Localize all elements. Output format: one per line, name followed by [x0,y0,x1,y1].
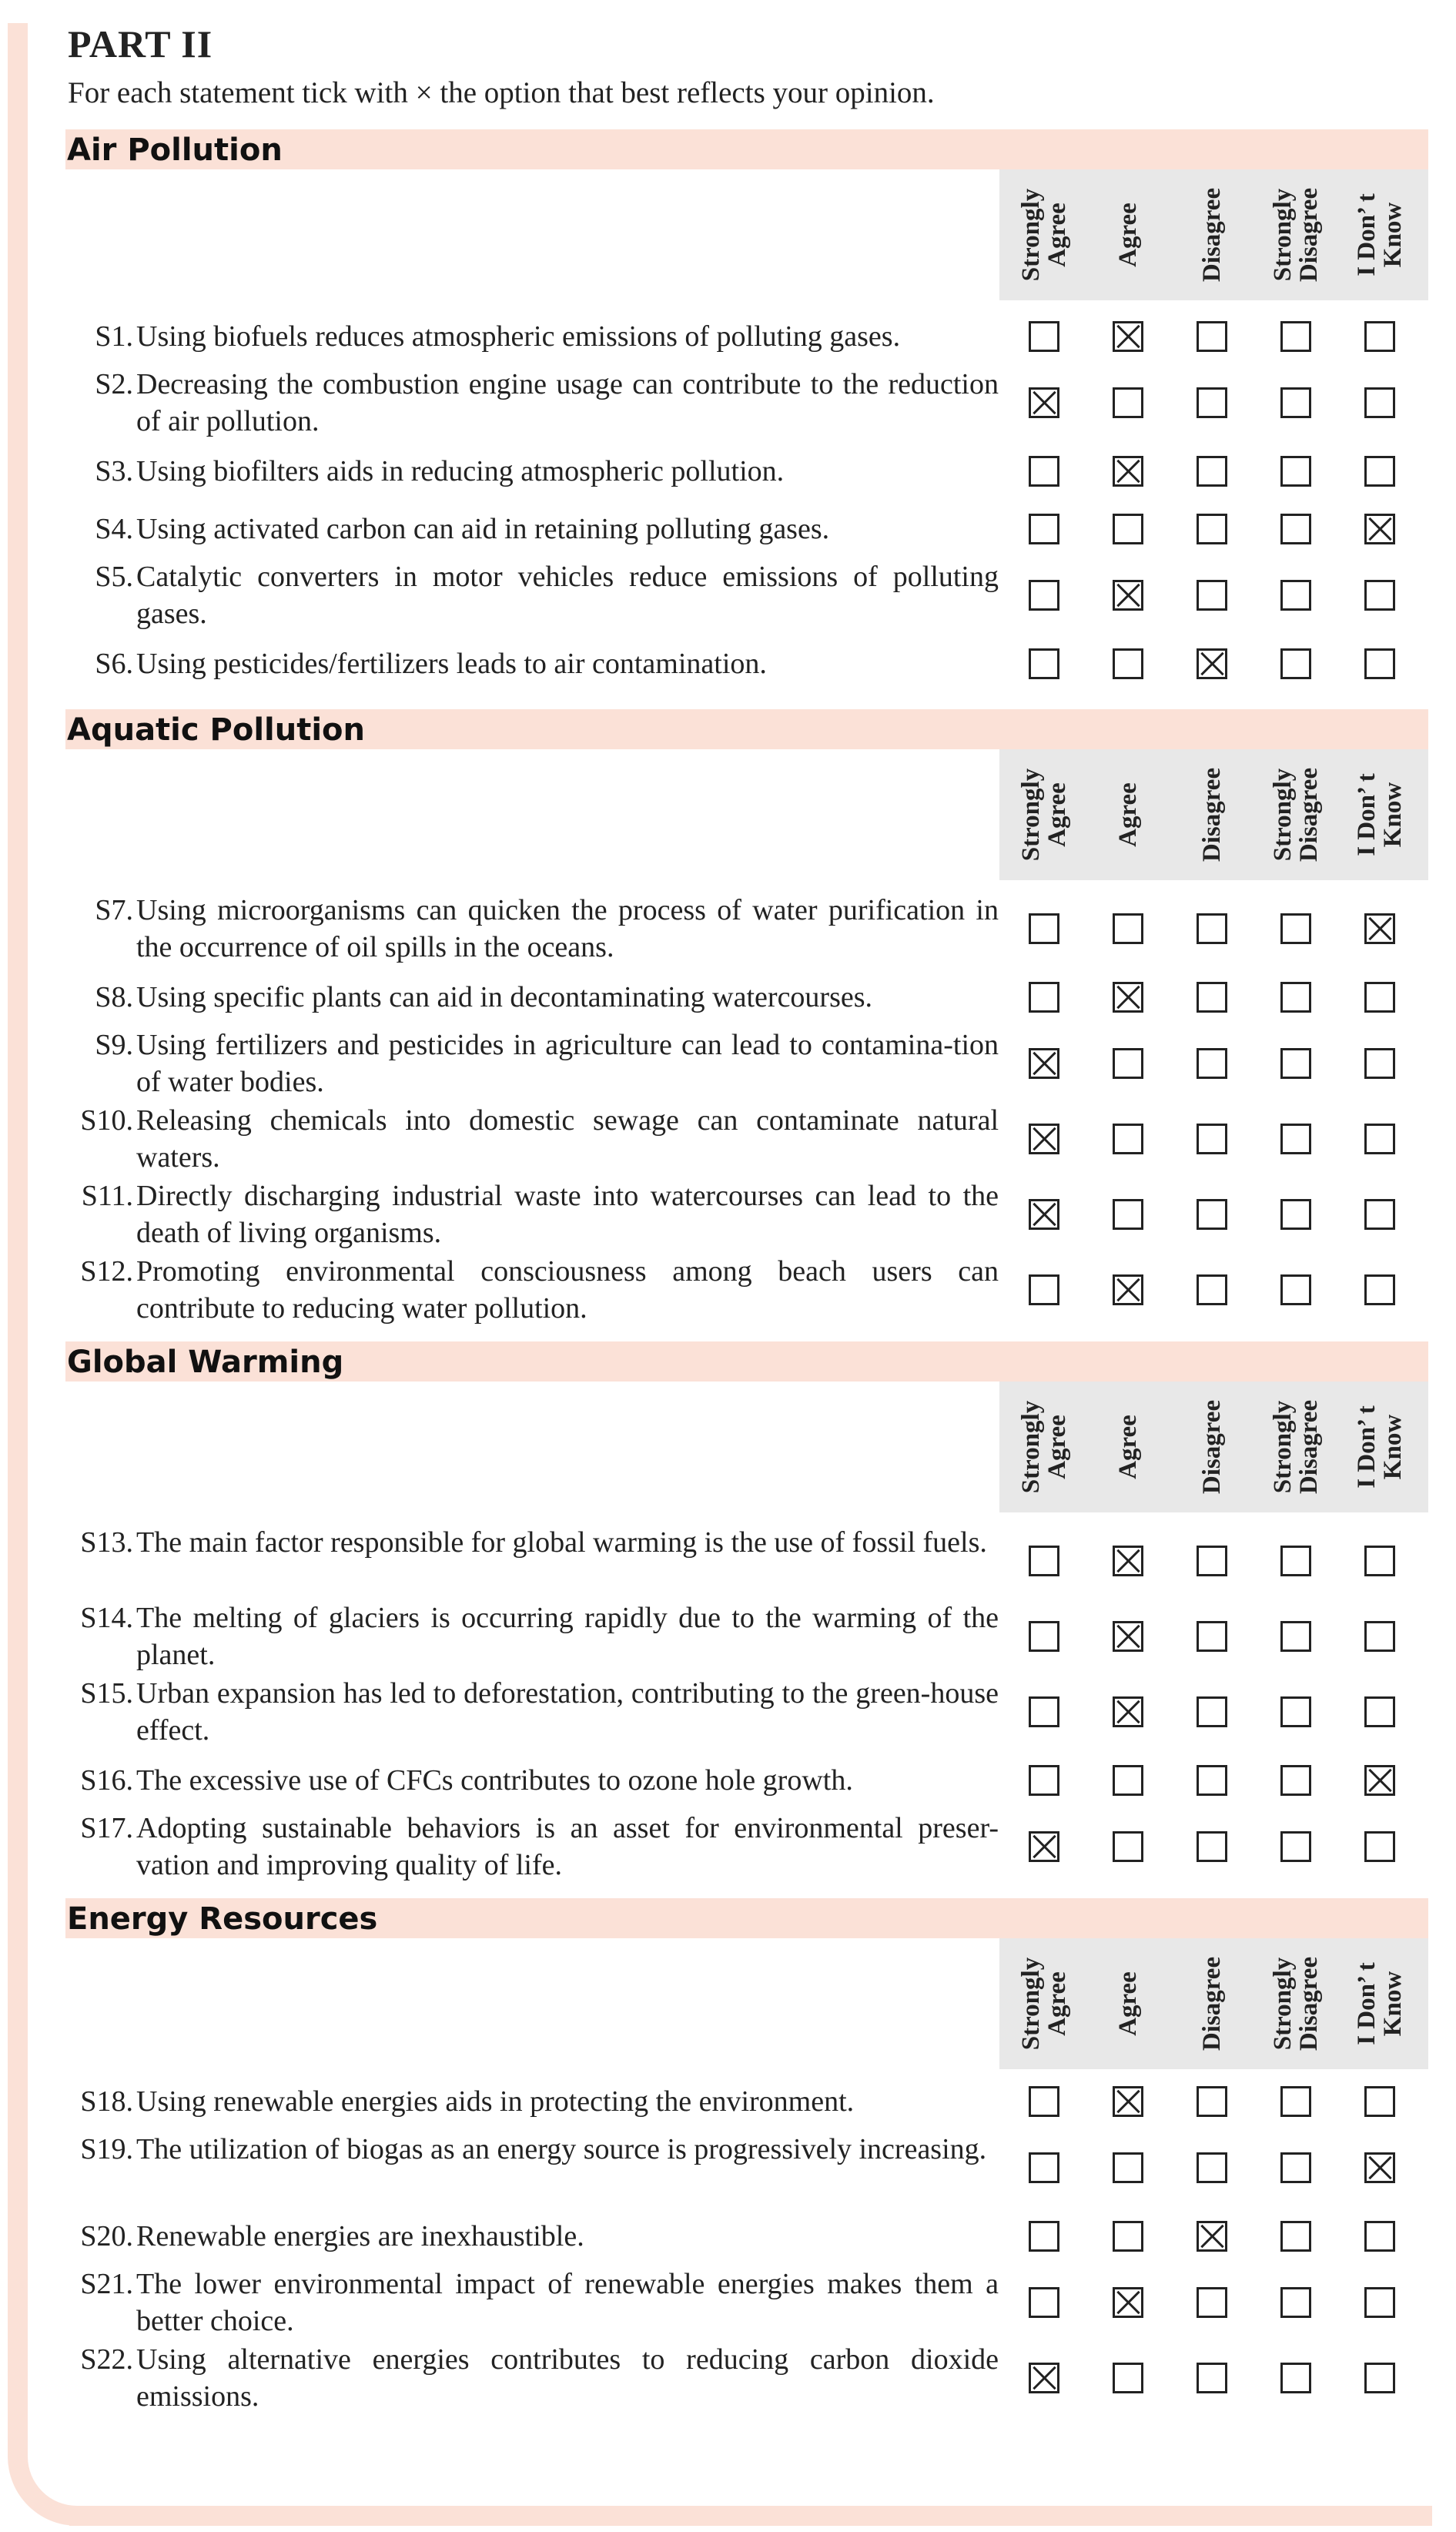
answer-checkbox[interactable] [1029,1765,1059,1796]
column-header-band [999,1382,1428,1512]
column-header [1009,1382,1079,1512]
answer-checkbox[interactable] [1113,387,1143,418]
answer-checkbox[interactable] [1113,648,1143,679]
answer-checkbox[interactable] [1113,1048,1143,1079]
statement-id: S1. [95,320,133,353]
column-header-label: Agree [1114,1415,1142,1479]
answer-checkbox[interactable] [1029,982,1059,1013]
answer-checkbox[interactable] [1197,2287,1227,2318]
statement-row [65,1762,1001,1799]
column-header-label: I Don’ t Know [1353,1962,1407,2045]
answer-checkbox[interactable] [1364,2152,1395,2183]
statement-id: S2. [95,368,133,400]
column-header [1261,749,1330,880]
column-header-label: Strongly Disagree [1269,1399,1323,1495]
column-header-band [999,1938,1428,2069]
column-header [1261,1382,1330,1512]
answer-checkbox[interactable] [1197,456,1227,487]
column-header-label: Strongly Agree [1017,188,1071,282]
answer-checkbox[interactable] [1280,982,1311,1013]
answer-checkbox[interactable] [1113,1831,1143,1862]
answer-checkbox[interactable] [1197,1765,1227,1796]
statement-id: S5. [95,561,133,593]
statement-id: S14. [80,1602,133,1634]
answer-checkbox[interactable] [1113,1621,1143,1652]
answer-checkbox[interactable] [1113,2152,1143,2183]
column-header-label: Agree [1114,782,1142,847]
statement-row [65,892,1001,966]
statement-row [65,2218,1001,2255]
statement-id: S16. [80,1764,133,1797]
answer-checkbox[interactable] [1364,2086,1395,2117]
answer-checkbox[interactable] [1197,1274,1227,1305]
answer-checkbox[interactable] [1197,387,1227,418]
answer-checkbox[interactable] [1280,648,1311,679]
answer-checkbox[interactable] [1364,321,1395,352]
statement-text: Using alternative energies contributes to reducing carbon dioxide emissions. [136,2343,999,2413]
answer-checkbox[interactable] [1364,982,1395,1013]
column-header-label: I Don’ t Know [1353,193,1407,276]
answer-checkbox[interactable] [1029,2287,1059,2318]
answer-checkbox[interactable] [1029,1124,1059,1154]
column-header [1345,169,1414,300]
statement-row [65,318,1001,355]
answer-checkbox[interactable] [1364,1048,1395,1079]
statement-row [65,558,1001,632]
answer-checkbox[interactable] [1029,2221,1059,2252]
answer-checkbox[interactable] [1364,1274,1395,1305]
answer-checkbox[interactable] [1280,2221,1311,2252]
statement-text: The lower environmental impact of renewable energies makes them a better choice. [136,2268,999,2337]
answer-checkbox[interactable] [1113,2363,1143,2393]
answer-checkbox[interactable] [1029,2363,1059,2393]
column-header [1345,749,1414,880]
statement-text: Using biofuels reduces atmospheric emissions of polluting gases. [136,320,901,353]
section-header [65,1341,1428,1382]
statement-row [65,1524,1001,1598]
answer-checkbox[interactable] [1280,456,1311,487]
statement-id: S22. [80,2343,133,2376]
answer-checkbox[interactable] [1280,1199,1311,1230]
answer-checkbox[interactable] [1364,1765,1395,1796]
page-title: PART II [68,22,213,65]
answer-checkbox[interactable] [1113,580,1143,611]
statement-row [65,2131,1001,2205]
answer-checkbox[interactable] [1197,2363,1227,2393]
column-header [1345,1382,1414,1512]
statement-text: Renewable energies are inexhaustible. [136,2220,584,2252]
statement-id: S7. [95,894,133,926]
column-header-label: Strongly Agree [1017,768,1071,862]
statement-row [65,1027,1001,1100]
answer-checkbox[interactable] [1029,1696,1059,1727]
answer-checkbox[interactable] [1364,1621,1395,1652]
column-header [1009,749,1079,880]
column-header-label: Disagree [1198,767,1226,862]
answer-checkbox[interactable] [1113,1199,1143,1230]
statement-id: S6. [95,648,133,680]
answer-checkbox[interactable] [1364,1831,1395,1862]
section-title: Aquatic Pollution [67,712,366,748]
section-title: Global Warming [67,1345,344,1380]
section-title: Air Pollution [67,132,283,168]
column-header-label: Agree [1114,1971,1142,2036]
column-header-label: Disagree [1198,1399,1226,1495]
answer-checkbox[interactable] [1029,456,1059,487]
answer-checkbox[interactable] [1197,1048,1227,1079]
answer-checkbox[interactable] [1280,913,1311,944]
answer-checkbox[interactable] [1197,1831,1227,1862]
answer-checkbox[interactable] [1280,387,1311,418]
column-header [1177,749,1247,880]
statement-text: Decreasing the combustion engine usage can contribute to the reduction of air pollution. [136,368,999,437]
column-header [1093,169,1163,300]
answer-checkbox[interactable] [1029,913,1059,944]
answer-checkbox[interactable] [1364,1696,1395,1727]
statement-id: S3. [95,455,133,487]
answer-checkbox[interactable] [1364,387,1395,418]
answer-checkbox[interactable] [1280,1831,1311,1862]
statement-row [65,1102,1001,1176]
answer-checkbox[interactable] [1197,913,1227,944]
answer-checkbox[interactable] [1197,1199,1227,1230]
statement-row [65,2083,1001,2120]
answer-checkbox[interactable] [1197,2086,1227,2117]
statement-row [65,453,1001,490]
answer-checkbox[interactable] [1029,514,1059,544]
column-header [1345,1938,1414,2069]
column-header [1093,1938,1163,2069]
answer-checkbox[interactable] [1113,456,1143,487]
answer-checkbox[interactable] [1364,1546,1395,1576]
statement-id: S19. [80,2133,133,2165]
answer-checkbox[interactable] [1113,321,1143,352]
answer-checkbox[interactable] [1029,2086,1059,2117]
statement-text: Releasing chemicals into domestic sewage can contaminate natural waters. [136,1104,999,1174]
answer-checkbox[interactable] [1197,580,1227,611]
column-header-label: Disagree [1198,187,1226,283]
answer-checkbox[interactable] [1280,1124,1311,1154]
answer-checkbox[interactable] [1280,1546,1311,1576]
statement-text: Adopting sustainable behaviors is an asset for environmental preser-vation and improving quality of life. [136,1812,999,1881]
statement-row [65,645,1001,682]
answer-checkbox[interactable] [1280,514,1311,544]
answer-checkbox[interactable] [1029,1546,1059,1576]
answer-checkbox[interactable] [1364,1124,1395,1154]
statement-id: S4. [95,513,133,545]
answer-checkbox[interactable] [1197,2221,1227,2252]
column-header-band [999,749,1428,880]
statement-row [65,511,1001,548]
statement-row [65,1599,1001,1673]
column-header-band [999,169,1428,300]
statement-text: Urban expansion has led to deforestation, contributing to the green-house effect. [136,1677,999,1747]
answer-checkbox[interactable] [1029,1199,1059,1230]
answer-checkbox[interactable] [1113,2221,1143,2252]
column-header [1093,749,1163,880]
answer-checkbox[interactable] [1197,1621,1227,1652]
answer-checkbox[interactable] [1113,913,1143,944]
answer-checkbox[interactable] [1029,2152,1059,2183]
statement-row [65,1810,1001,1884]
section-header [65,709,1428,749]
column-header-label: I Don’ t Know [1353,773,1407,856]
column-header [1261,1938,1330,2069]
answer-checkbox[interactable] [1113,1765,1143,1796]
answer-checkbox[interactable] [1364,1199,1395,1230]
column-header-label: Agree [1114,203,1142,267]
statement-text: Using pesticides/fertilizers leads to air contamination. [136,648,767,680]
statement-text: The melting of glaciers is occurring rapidly due to the warming of the planet. [136,1602,999,1671]
statement-id: S20. [80,2220,133,2252]
answer-checkbox[interactable] [1280,321,1311,352]
answer-checkbox[interactable] [1113,1274,1143,1305]
answer-checkbox[interactable] [1364,2363,1395,2393]
statement-text: Directly discharging industrial waste into watercourses can lead to the death of living organisms. [136,1180,999,1249]
answer-checkbox[interactable] [1029,1831,1059,1862]
column-header-label: Strongly Agree [1017,1400,1071,1494]
answer-checkbox[interactable] [1029,321,1059,352]
column-header-label: I Don’ t Know [1353,1405,1407,1489]
answer-checkbox[interactable] [1197,1696,1227,1727]
answer-checkbox[interactable] [1364,648,1395,679]
statement-text: The excessive use of CFCs contributes to ozone hole growth. [136,1764,853,1797]
answer-checkbox[interactable] [1113,982,1143,1013]
statement-text: Using fertilizers and pesticides in agriculture can lead to contamina-tion of water bodies. [136,1029,999,1098]
column-header-label: Disagree [1198,1956,1226,2051]
answer-checkbox[interactable] [1280,2287,1311,2318]
statement-id: S15. [80,1677,133,1710]
statement-row [65,1675,1001,1749]
statement-text: Using specific plants can aid in decontaminating watercourses. [136,981,873,1013]
answer-checkbox[interactable] [1029,387,1059,418]
answer-checkbox[interactable] [1113,2086,1143,2117]
section-title: Energy Resources [67,1901,378,1937]
statement-id: S13. [80,1526,133,1559]
answer-checkbox[interactable] [1280,1696,1311,1727]
answer-checkbox[interactable] [1113,514,1143,544]
answer-checkbox[interactable] [1364,580,1395,611]
statement-row [65,2341,1001,2415]
statement-id: S17. [80,1812,133,1844]
statement-text: Using microorganisms can quicken the process of water purification in the occurrence of oil spills in the oceans. [136,894,999,963]
instructions: For each statement tick with × the option that best reflects your opinion. [68,76,935,109]
answer-checkbox[interactable] [1113,1546,1143,1576]
answer-checkbox[interactable] [1113,1124,1143,1154]
answer-checkbox[interactable] [1364,2221,1395,2252]
statement-row [65,1253,1001,1327]
column-header-label: Strongly Agree [1017,1957,1071,2051]
answer-checkbox[interactable] [1113,2287,1143,2318]
column-header [1093,1382,1163,1512]
statement-text: Using biofilters aids in reducing atmospheric pollution. [136,455,785,487]
statement-id: S21. [80,2268,133,2300]
statement-id: S18. [80,2085,133,2118]
answer-checkbox[interactable] [1280,2086,1311,2117]
statement-id: S10. [80,1104,133,1137]
section-header [65,129,1428,169]
column-header-label: Strongly Disagree [1269,767,1323,862]
column-header [1177,169,1247,300]
answer-checkbox[interactable] [1364,514,1395,544]
column-header-label: Strongly Disagree [1269,1956,1323,2051]
statement-id: S8. [95,981,133,1013]
answer-checkbox[interactable] [1029,1621,1059,1652]
answer-checkbox[interactable] [1280,580,1311,611]
answer-checkbox[interactable] [1197,2152,1227,2183]
answer-checkbox[interactable] [1280,1274,1311,1305]
statement-id: S12. [80,1255,133,1288]
statement-text: The main factor responsible for global warming is the use of fossil fuels. [136,1526,987,1559]
statement-text: Using activated carbon can aid in retaining polluting gases. [136,513,830,545]
answer-checkbox[interactable] [1197,1546,1227,1576]
answer-checkbox[interactable] [1113,1696,1143,1727]
answer-checkbox[interactable] [1197,1124,1227,1154]
answer-checkbox[interactable] [1280,2152,1311,2183]
answer-checkbox[interactable] [1029,1048,1059,1079]
statement-id: S9. [95,1029,133,1061]
answer-checkbox[interactable] [1029,580,1059,611]
answer-checkbox[interactable] [1029,1274,1059,1305]
answer-checkbox[interactable] [1197,982,1227,1013]
answer-checkbox[interactable] [1364,2287,1395,2318]
statement-row [65,1177,1001,1251]
answer-checkbox[interactable] [1364,456,1395,487]
statement-id: S11. [81,1180,133,1212]
column-header [1177,1938,1247,2069]
column-header-label: Strongly Disagree [1269,187,1323,283]
answer-checkbox[interactable] [1029,648,1059,679]
statement-text: Promoting environmental consciousness among beach users can contribute to reducing water pollution. [136,1255,999,1325]
answer-checkbox[interactable] [1197,514,1227,544]
statement-text: Using renewable energies aids in protecting the environment. [136,2085,855,2118]
section-header [65,1898,1428,1938]
column-header [1261,169,1330,300]
answer-checkbox[interactable] [1197,648,1227,679]
statement-text: Catalytic converters in motor vehicles reduce emissions of polluting gases. [136,561,999,630]
statement-text: The utilization of biogas as an energy source is progressively increasing. [136,2133,987,2165]
statement-row [65,2266,1001,2339]
answer-checkbox[interactable] [1280,2363,1311,2393]
answer-checkbox[interactable] [1280,1048,1311,1079]
answer-checkbox[interactable] [1280,1621,1311,1652]
statement-row [65,366,1001,440]
answer-checkbox[interactable] [1197,321,1227,352]
statement-row [65,979,1001,1016]
column-header [1009,1938,1079,2069]
column-header [1177,1382,1247,1512]
answer-checkbox[interactable] [1364,913,1395,944]
column-header [1009,169,1079,300]
answer-checkbox[interactable] [1280,1765,1311,1796]
